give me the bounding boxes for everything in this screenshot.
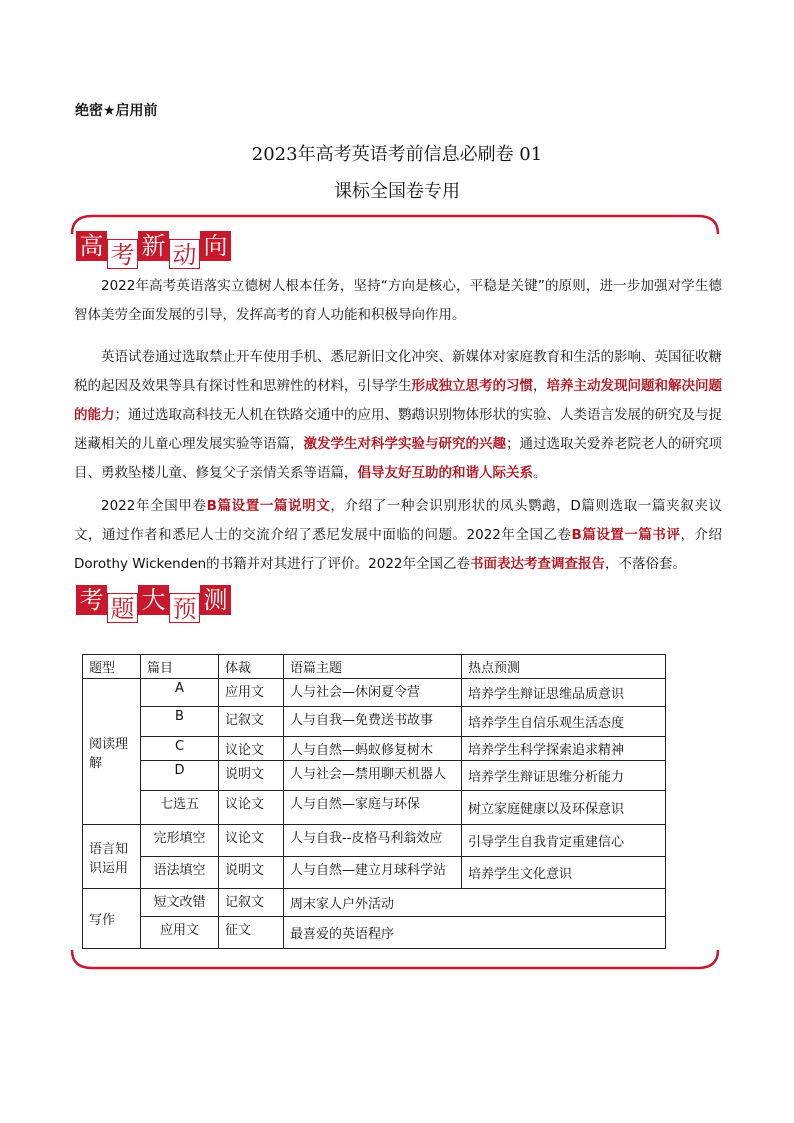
highlight-text: 激发学生对科学实验与研究的兴趣 (303, 436, 506, 452)
banner-char: 向 (200, 231, 231, 261)
document-subtitle: 课标全国卷专用 (334, 181, 460, 202)
text-run: 2022年全国甲卷 (101, 498, 207, 514)
banner-char: 考 (107, 239, 138, 269)
header-cell: 热点预测 (462, 655, 666, 679)
text-run: ，不落俗套。 (605, 556, 687, 572)
paragraph-papers (74, 492, 722, 579)
table-row (83, 857, 666, 889)
highlight-text: B篇设置一篇书评 (571, 527, 681, 543)
highlight-text: 倡导友好互助的和谐人际关系 (357, 465, 533, 481)
category-writing: 写作 (83, 889, 141, 949)
genre-cell: 说明文 (219, 761, 284, 791)
table-row (83, 825, 666, 857)
predict-cell: 培养学生自信乐观生活态度 (462, 707, 666, 737)
header-cell: 体裁 (219, 655, 284, 679)
category-reading: 阅读理解 (83, 679, 141, 825)
highlight-text: B篇设置一篇说明文 (206, 498, 331, 514)
predict-cell: 培养学生辩证思维分析能力 (462, 761, 666, 791)
text-run: ，介绍Dorothy Wickenden的书籍并对其进行了评价。2022年全国乙卷 (74, 527, 723, 572)
theme-cell: 人与社会—禁用聊天机器人 (284, 761, 462, 791)
text-run: ，介绍了一种会识别形状的凤头鹦鹉，D篇则选取一篇夹叙夹议文，通过作者和悉尼人士的交流介绍了悉尼发展中面临的问题。2022年全国乙卷 (74, 498, 722, 543)
predict-cell: 培养学生辩证思维品质意识 (462, 679, 666, 707)
section-banner-predictions (76, 585, 231, 623)
predict-cell: 引导学生自我肯定重建信心 (462, 825, 666, 857)
genre-cell: 议论文 (219, 791, 284, 825)
paragraph-intro: 2022年高考英语落实立德树人根本任务，坚持“方向是核心，平稳是关键”的原则，进一步加强对学生德智体美劳全面发展的引导，发挥高考的育人功能和积极导向作用。 (74, 278, 722, 323)
theme-cell: 人与自然—建立月球科学站 (284, 857, 462, 889)
document-title: 2023年高考英语考前信息必刷卷 01 (251, 144, 543, 165)
banner-char: 高 (76, 231, 107, 261)
genre-cell: 记叙文 (219, 889, 284, 917)
text-run: ；通过选取关爱养老院老人的研究项目、勇救坠楼儿童、修复父子亲情关系等语篇， (74, 436, 722, 481)
text-run: 英语试卷通过选取禁止开车使用手机、悉尼新旧文化冲突、新媒体对家庭教育和生活的影响、英国征收糖税的起因及效果等具有探讨性和思辨性的材料，引导学生 (74, 349, 722, 394)
table-row (83, 679, 666, 707)
theme-cell: 人与自然—蚂蚁修复树木 (284, 737, 462, 761)
highlight-text: 书面表达考查调查报告 (470, 556, 606, 572)
theme-cell: 人与社会—休闲夏令营 (284, 679, 462, 707)
banner-char: 题 (107, 593, 138, 623)
item-cell: A (141, 679, 219, 707)
highlight-text: 培养主动发现问题和解决问题的能力 (74, 378, 722, 423)
genre-cell: 议论文 (219, 825, 284, 857)
header-cell: 篇目 (141, 655, 219, 679)
theme-cell: 人与自我--皮格马利翁效应 (284, 825, 462, 857)
confidential-label: 绝密★启用前 (75, 103, 158, 119)
theme-cell: 人与自我—免费送书故事 (284, 707, 462, 737)
table-row (83, 889, 666, 917)
item-cell: D (141, 761, 219, 791)
header-cell: 语篇主题 (284, 655, 462, 679)
header-cell: 题型 (83, 655, 141, 679)
item-cell: 语法填空 (141, 857, 219, 889)
table-header-row (83, 655, 666, 679)
section-banner-new-trends (76, 231, 231, 269)
item-cell: 应用文 (141, 917, 219, 949)
item-cell: 短文改错 (141, 889, 219, 917)
genre-cell: 应用文 (219, 679, 284, 707)
category-language: 语言知识运用 (83, 825, 141, 889)
banner-char: 考 (76, 585, 107, 615)
table-row (83, 737, 666, 761)
text-run: ；通过选取高科技无人机在铁路交通中的应用、鹦鹉识别物体形状的实验、人类语言发展的研究及与捉迷藏相关的儿童心理发展实验等语篇， (74, 407, 722, 452)
theme-cell: 最喜爱的英语程序 (284, 917, 666, 949)
genre-cell: 征文 (219, 917, 284, 949)
genre-cell: 议论文 (219, 737, 284, 761)
item-cell: 完形填空 (141, 825, 219, 857)
table-row (83, 707, 666, 737)
theme-cell: 人与自然—家庭与环保 (284, 791, 462, 825)
predict-cell: 培养学生文化意识 (462, 857, 666, 889)
item-cell: 七选五 (141, 791, 219, 825)
genre-cell: 说明文 (219, 857, 284, 889)
prediction-table (82, 654, 666, 949)
table-row (83, 761, 666, 791)
banner-char: 大 (138, 585, 169, 615)
predict-cell: 培养学生科学探索追求精神 (462, 737, 666, 761)
banner-char: 测 (200, 585, 231, 615)
highlight-text: 形成独立思考的习惯 (411, 378, 533, 394)
item-cell: C (141, 737, 219, 761)
theme-cell: 周末家人户外活动 (284, 889, 666, 917)
table-row (83, 791, 666, 825)
frame-bottom-border (70, 940, 720, 980)
text-run: 。 (533, 465, 547, 481)
banner-char: 新 (138, 231, 169, 261)
banner-char: 预 (169, 593, 200, 623)
predict-cell: 树立家庭健康以及环保意识 (462, 791, 666, 825)
item-cell: B (141, 707, 219, 737)
banner-char: 动 (169, 239, 200, 269)
text-run: ， (533, 378, 547, 394)
genre-cell: 记叙文 (219, 707, 284, 737)
paragraph-materials (74, 343, 722, 488)
